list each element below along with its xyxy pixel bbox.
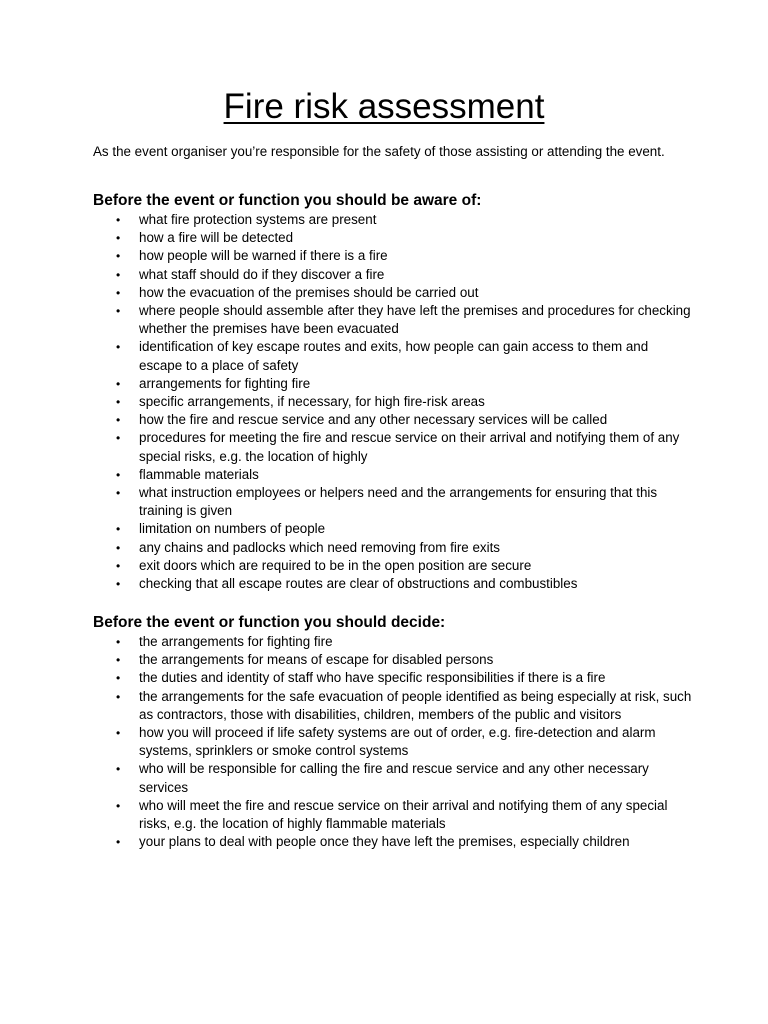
list-item (93, 688, 693, 724)
bullet-icon: • (116, 689, 121, 704)
list-item-text: where people should assemble after they have left the premises and procedures for checking whether the premises have been evacuated (139, 303, 691, 337)
list-item (93, 266, 693, 284)
list-item (93, 393, 693, 411)
list-item (93, 484, 693, 520)
bullet-icon: • (116, 376, 121, 391)
bullet-icon: • (116, 558, 121, 573)
bullet-icon: • (116, 431, 121, 446)
list-item (93, 302, 693, 338)
list-item (93, 760, 693, 796)
bullet-icon: • (116, 726, 121, 741)
bullet-icon: • (116, 653, 121, 668)
list-item (93, 633, 693, 651)
bullet-icon: • (116, 835, 121, 850)
list-item-text: any chains and padlocks which need removing from fire exits (139, 539, 500, 555)
list-item (93, 284, 693, 302)
list-item-text: the arrangements for fighting fire (139, 634, 333, 649)
list-item (93, 651, 693, 669)
list-item-text: exit doors which are required to be in the open position are secure (139, 557, 532, 573)
bullet-icon: • (116, 285, 121, 300)
list-item-text: what staff should do if they discover a fire (139, 266, 385, 282)
list-item-text: what fire protection systems are present (139, 212, 377, 227)
list-item (93, 411, 693, 429)
bullet-icon: • (116, 340, 121, 355)
list-item-text: arrangements for fighting fire (139, 375, 311, 391)
list-item (93, 833, 693, 851)
bullet-icon: • (116, 522, 121, 537)
list-item-text: how people will be warned if there is a fire (139, 248, 388, 264)
list-item-text: procedures for meeting the fire and rescue service on their arrival and notifying them of any special risks, e.g. the location of highly (139, 430, 680, 464)
list-item-text: who will meet the fire and rescue service on their arrival and notifying them of any special risks, e.g. the location of highly flammable materials (139, 797, 668, 832)
list-item (93, 466, 693, 484)
list-item-text: the duties and identity of staff who have specific responsibilities if there is a fire (139, 670, 606, 686)
bullet-icon: • (116, 467, 121, 482)
list-item (93, 520, 693, 538)
list-item (93, 575, 693, 593)
list-item (93, 429, 693, 465)
list-item (93, 669, 693, 687)
bullet-icon: • (116, 213, 121, 227)
list-item-text: how you will proceed if life safety systems are out of order, e.g. fire-detection and alarm systems, sprinklers or smoke control systems (139, 725, 656, 759)
bullet-icon: • (116, 413, 121, 428)
list-item (93, 724, 693, 760)
bullet-icon: • (116, 249, 121, 264)
list-item-text: the arrangements for the safe evacuation of people identified as being especially at risk, such as contractors, those with disabilities, children, members of the public and visitors (139, 688, 692, 722)
list-item-text: identification of key escape routes and exits, how people can gain access to them and escape to a place of safety (139, 339, 649, 373)
list-item-text: flammable materials (139, 466, 259, 482)
bullet-icon: • (116, 671, 121, 686)
bullet-icon: • (116, 267, 121, 282)
intro-paragraph: As the event organiser you’re responsible for the safety of those assisting or attending the event. (93, 144, 665, 159)
decide-list (93, 633, 693, 851)
aware-list (93, 211, 693, 593)
list-item (93, 229, 693, 247)
list-item-text: specific arrangements, if necessary, for high fire-risk areas (139, 394, 485, 410)
list-item (93, 557, 693, 575)
section-heading-decide: Before the event or function you should decide: (93, 614, 446, 631)
bullet-icon: • (116, 395, 121, 410)
bullet-icon: • (116, 798, 121, 813)
list-item-text: checking that all escape routes are clear of obstructions and combustibles (139, 576, 578, 592)
list-item-text: how the evacuation of the premises should be carried out (139, 284, 479, 300)
bullet-icon: • (116, 577, 121, 592)
list-item-text: limitation on numbers of people (139, 521, 326, 537)
list-item (93, 375, 693, 393)
list-item-text: your plans to deal with people once they have left the premises, especially children (139, 834, 630, 850)
list-item (93, 338, 693, 374)
page-title: Fire risk assessment (223, 87, 545, 126)
list-item-text: how the fire and rescue service and any other necessary services will be called (139, 412, 608, 428)
bullet-icon: • (116, 540, 121, 555)
list-item-text: the arrangements for means of escape for disabled persons (139, 652, 494, 668)
list-item-text: what instruction employees or helpers need and the arrangements for ensuring that this training is given (139, 485, 658, 519)
list-item (93, 797, 693, 833)
list-item (93, 247, 693, 265)
list-item-text: how a fire will be detected (139, 230, 294, 246)
bullet-icon: • (116, 635, 121, 649)
list-item (93, 539, 693, 557)
bullet-icon: • (116, 231, 121, 246)
bullet-icon: • (116, 486, 121, 501)
bullet-icon: • (116, 304, 121, 319)
list-item-text: who will be responsible for calling the fire and rescue service and any other necessary services (139, 761, 649, 795)
list-item (93, 211, 693, 229)
bullet-icon: • (116, 762, 121, 777)
section-heading-aware: Before the event or function you should be aware of: (93, 192, 482, 209)
